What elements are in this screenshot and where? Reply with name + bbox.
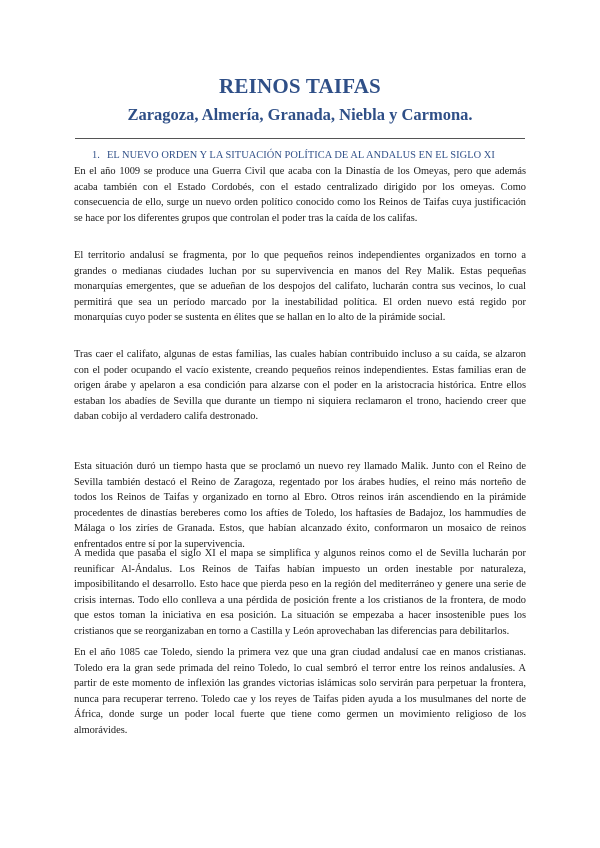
section-heading-text: EL NUEVO ORDEN Y LA SITUACIÓN POLÍTICA DE AL ANDALUS EN EL SIGLO XI <box>107 150 495 161</box>
paragraph: Tras caer el califato, algunas de estas familias, las cuales habían contribuido incluso a su caída, se alzaron con el poder ocupando el vacío existente, creando pequeños reinos independientes. Estas familias eran de origen árabe y apelaron a esa condición para alzarse con el poder en la aristocracia histórica. Entre ellos estaban los abadíes de Sevilla que durante un tiempo ni siquiera reclamaron el trono, haciendo creer que daban cobijo al verdadero califa destronado. <box>74 349 526 423</box>
document-subtitle: Zaragoza, Almería, Granada, Niebla y Carmona. <box>127 105 473 124</box>
title-divider <box>75 138 525 139</box>
paragraph: En el año 1009 se produce una Guerra Civil que acaba con la Dinastía de los Omeyas, pero que además acaba también con el Estado Cordobés, con el estado centralizado dirigido por los omeyas. Como consecuencia de ello, surge un nuevo orden político conocido como los Reinos de Taifas cuya justificación se hace por los diferentes grupos que controlan el poder tras la caída de los califas. <box>74 166 526 224</box>
paragraph: El territorio andalusí se fragmenta, por lo que pequeños reinos independientes organizados en torno a grandes o medianas ciudades luchan por su supervivencia en manos del Rey Malik. Estas pequeñas monarquías emergentes, que se adueñan de los despojos del califato, lucharán contra sus vecinos, lo cual permitirá que sea un período marcado por la inestabilidad política. El orden nuevo está regido por monarquías cuyo poder se sustenta en élites que se hallan en lo alto de la pirámide social. <box>74 250 526 324</box>
section-heading <box>92 150 495 161</box>
paragraph: A medida que pasaba el siglo XI el mapa se simplifica y algunos reinos como el de Sevilla lucharán por reunificar Al-Ándalus. Los Reinos de Taifas habían impuesto un orden inestable por naturaleza, imposibilitando el desarrollo. Esto hace que pierda peso en la región del mediterráneo y genere una serie de crisis internas. Todo ello conlleva a una pérdida de posición frente a los cristianos de la frontera, de modo que estos toman la iniciativa en esa posición. La situación se empezaba a hacer insostenible pues los cristianos que se reorganizaban en torno a Castilla y León aprovechaban las diferencias para debilitarlos. <box>74 548 526 637</box>
section-number: 1. <box>92 150 100 161</box>
paragraph: En el año 1085 cae Toledo, siendo la primera vez que una gran ciudad andalusí cae en manos cristianas. Toledo era la gran sede primada del reino Toledo, lo cual sembró el terror entre los reinos andalusíes. A partir de este momento de inflexión las grandes victorias islámicas solo servirán para perpetuar la frontera, nunca para recuperar terreno. Toledo cae y los reyes de Taifas piden ayuda a los musulmanes del norte de África, donde surge un poder local fuerte que tiene como germen un movimiento religioso de los almorávides. <box>74 647 526 736</box>
paragraph: Esta situación duró un tiempo hasta que se proclamó un nuevo rey llamado Malik. Junto con el Reino de Sevilla también destacó el Reino de Zaragoza, regentado por los árabes hudíes, el reino más norteño de todos los Reinos de Taifas y organizado en torno al Ebro. Otros reinos irán ascendiendo en la pirámide procedentes de dinastías bereberes como los aftíes de Toledo, los haftasíes de Badajoz, los hammudíes de Málaga o los ziríes de Granada. Estos, que habían alcanzado éxito, conformaron un mosaico de reinos enfrentados entre sí por la supervivencia. <box>74 461 526 550</box>
document-title: REINOS TAIFAS <box>219 74 381 98</box>
